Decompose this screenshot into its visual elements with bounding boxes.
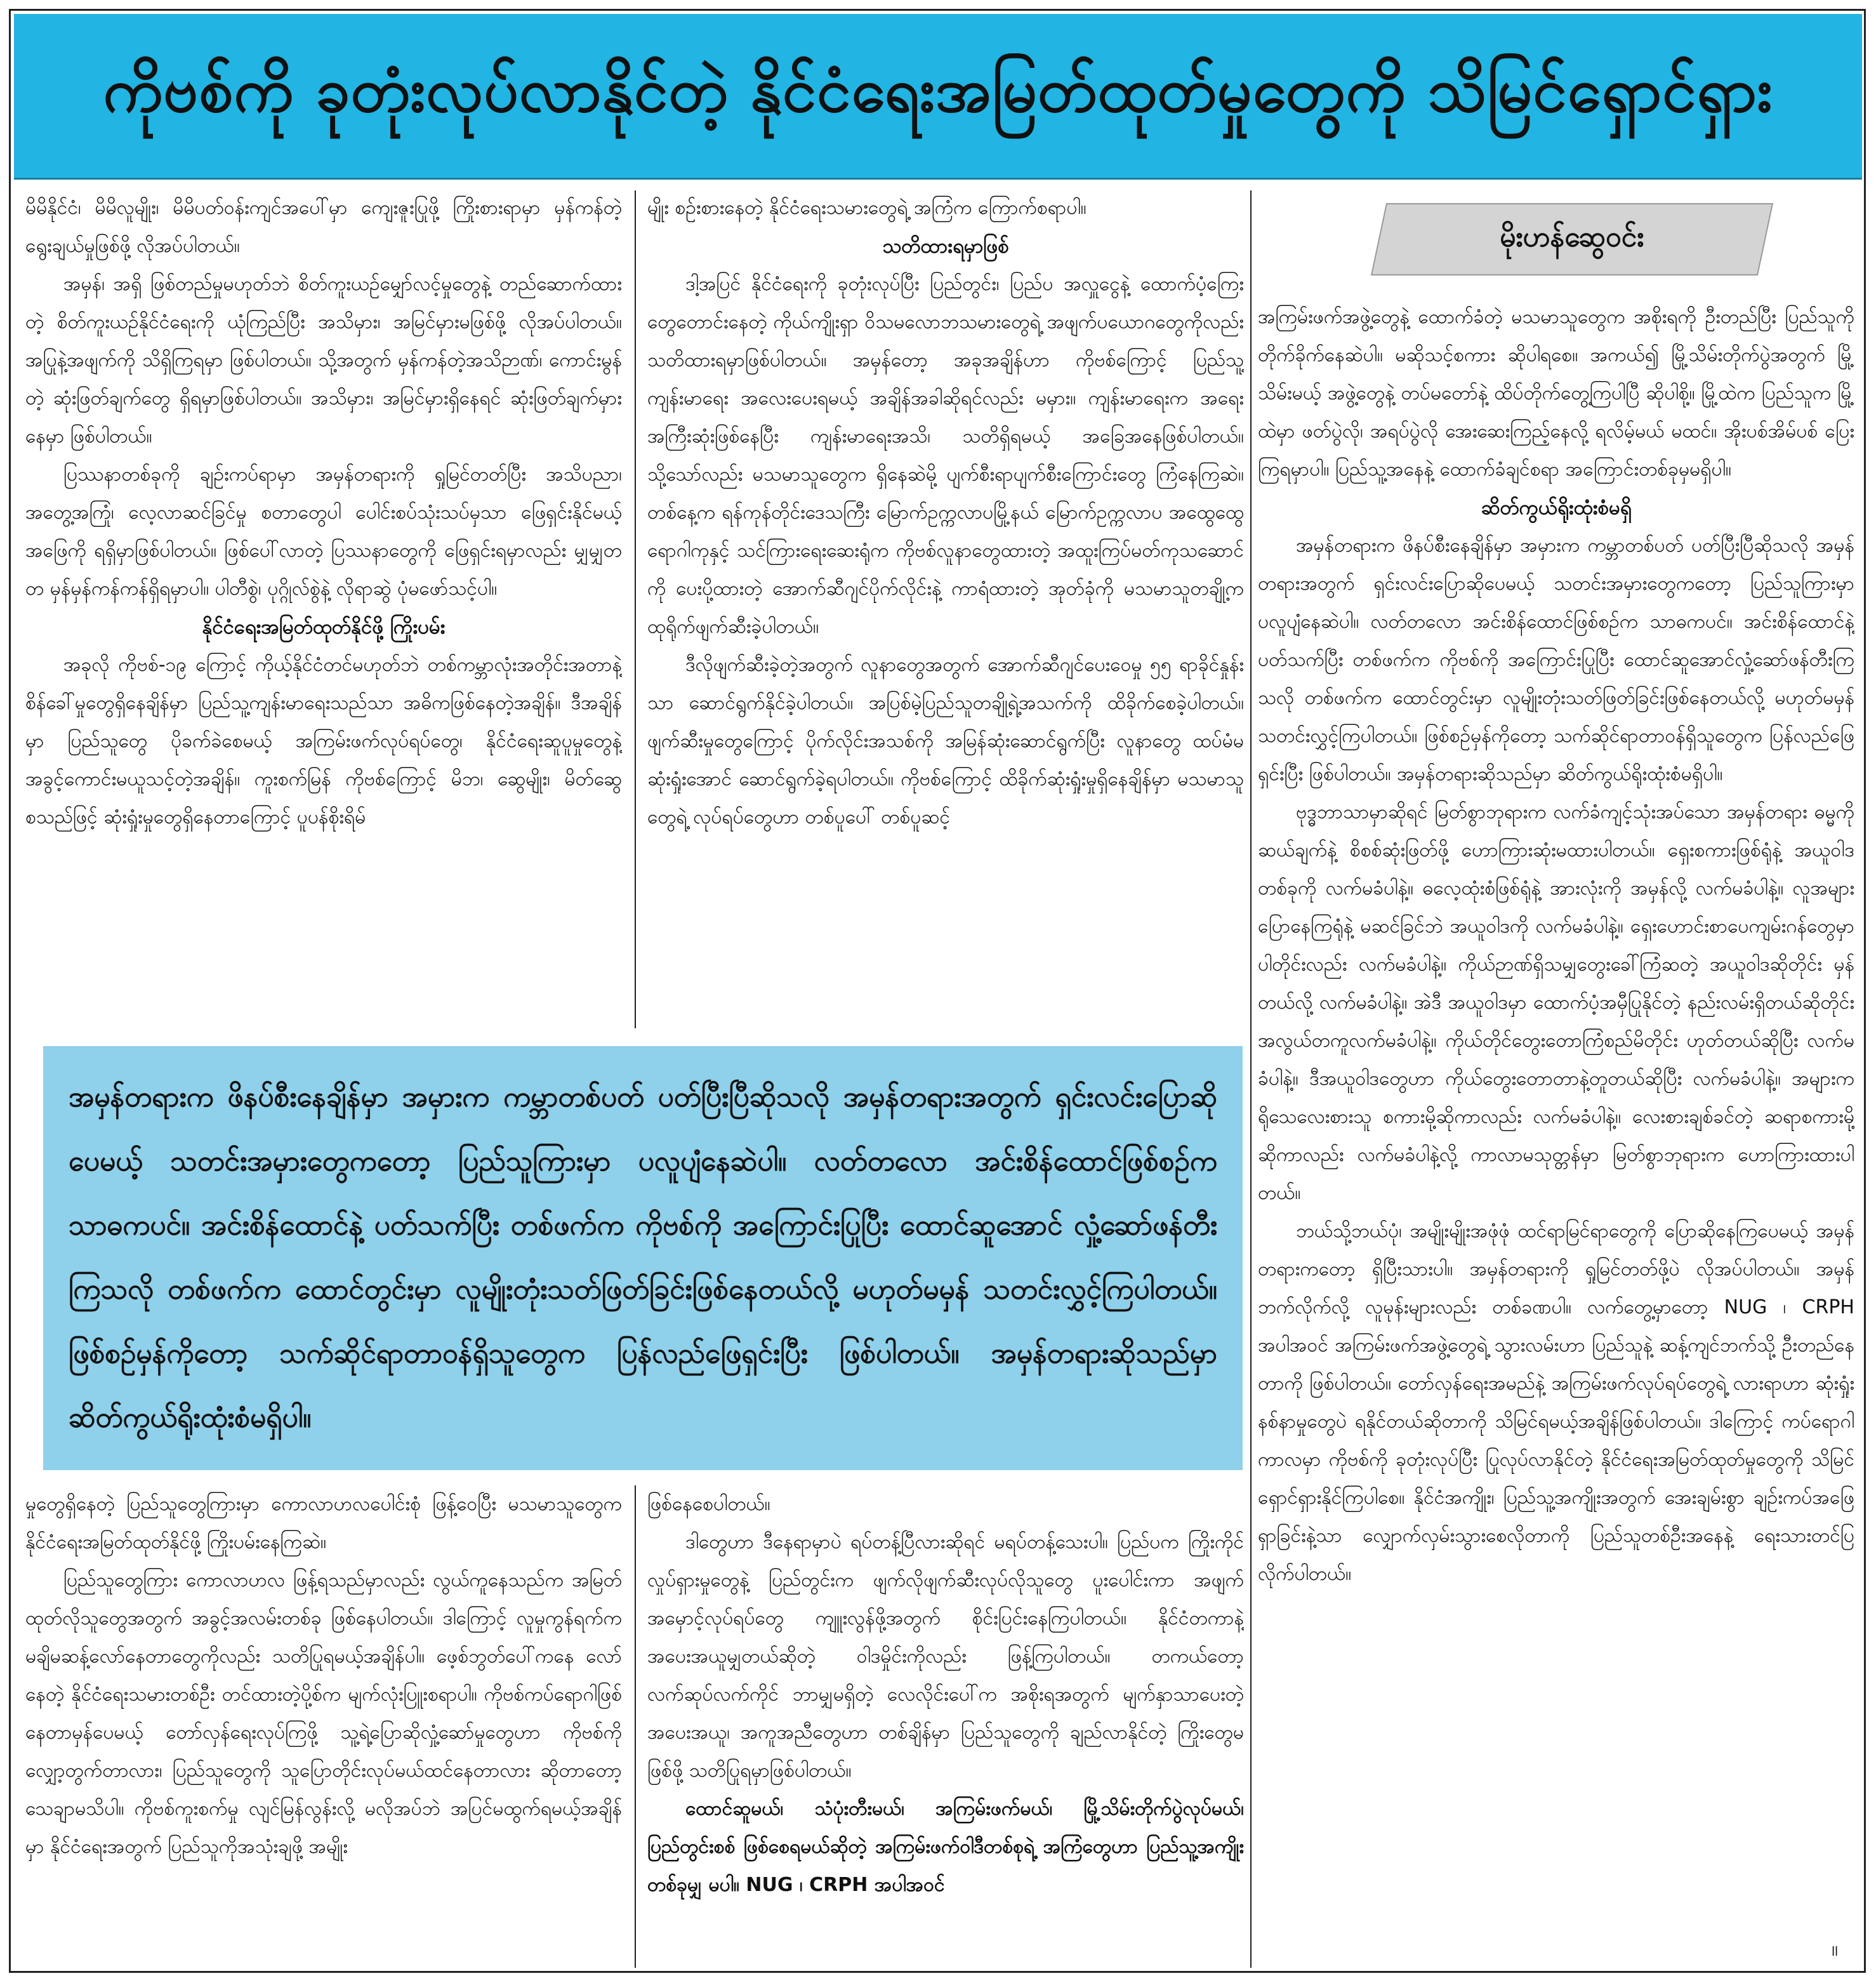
paragraph: ပြည်သူတွေကြား ကောလာဟလ ဖြန့်ရသည်မှာလည်း လွယ်ကူနေသည်က အမြတ်ထုတ်လိုသူတွေအတွက် အခွင့်အလမ်းတစ်ခု ဖြစ်နေပါတယ်။ ဒါကြောင့် လူမှုကွန်ရက်က မချိမဆန့်လော်နေတာတွေကိုလည်း သတိပြုရမယ့်အချိန်ပါ။ ဖေ့စ်ဘွတ်ပေါ်ကနေ လော်နေတဲ့ နိုင်ငံရေးသမားတစ်ဦး တင်ထားတဲ့ပို့စ်က မျက်လုံးပြူးစရာပါ။ ကိုဗစ်ကပ်ရောဂါဖြစ်နေတာမှန်ပေမယ့် တော်လှန်ရေးလုပ်ကြဖို့ သူ့ရဲ့ပြောဆိုလှုံ့ဆော်မှုတွေဟာ ကိုဗစ်ကို လျှော့တွက်တာလား၊ ပြည်သူတွေကို သူပြောတိုင်းလုပ်မယ်ထင်နေတာလား ဆိုတာတော့ သေချာမသိပါ။ ကိုဗစ်ကူးစက်မှု လျင်မြန်လွန်းလို့ မလိုအပ်ဘဲ အပြင်မထွက်ရမယ့်အချိန်မှာ နိုင်ငံရေးအတွက် ပြည်သူကိုအသုံးချဖို့ အမျိုး bbox=[25, 1569, 622, 1858]
paragraph: မိမိနိုင်ငံ၊ မိမိလူမျိုး၊ မိမိပတ်ဝန်းကျင်အပေါ်မှာ ကျေးဇူးပြုဖို့ ကြိုးစားရာမှာ မှန်ကန်တဲ့ရွေးချယ်မှုဖြစ်ဖို့ လိုအပ်ပါတယ်။ bbox=[25, 197, 622, 257]
headline-banner bbox=[14, 14, 1862, 180]
pull-quote-text: အမှန်တရားက ဖိနပ်စီးနေချိန်မှာ အမှားက ကမ္ဘာတစ်ပတ် ပတ်ပြီးပြီဆိုသလို အမှန်တရားအတွက် ရှင်းလင်းပြောဆိုပေမယ့် သတင်းအမှားတွေကတော့ ပြည်သူကြားမှာ ပလူပျံနေဆဲပါ။ လတ်တလော အင်းစိန်ထောင်ဖြစ်စဉ်က သာဓကပင်။ အင်းစိန်ထောင်နဲ့ ပတ်သက်ပြီး တစ်ဖက်က ကိုဗစ်ကို အကြောင်းပြုပြီး ထောင်ဆူအောင် လှုံ့ဆော်ဖန်တီးကြသလို တစ်ဖက်က ထောင်တွင်းမှာ လူမျိုးတုံးသတ်ဖြတ်ခြင်းဖြစ်နေတယ်လို့ မဟုတ်မမှန် သတင်းလွှင့်ကြပါတယ်။ ဖြစ်စဉ်မှန်ကိုတော့ သက်ဆိုင်ရာတာဝန်ရှိသူတွေက ပြန်လည်ဖြေရှင်းပြီး ဖြစ်ပါတယ်။ အမှန်တရားဆိုသည်မှာ ဆိတ်ကွယ်ရိုးထုံးစံမရှိပါ။ bbox=[69, 1081, 1217, 1434]
byline: မိုးဟန်ဆွေဝင်း bbox=[1500, 221, 1644, 253]
column-divider bbox=[635, 1485, 636, 1968]
paragraph-bold: ထောင်ဆူမယ်၊ သံပုံးတီးမယ်၊ အကြမ်းဖက်မယ်၊ မြို့သိမ်းတိုက်ပွဲလုပ်မယ်၊ ပြည်တွင်းစစ် ဖြစ်စေရမယ်ဆိုတဲ့ အကြမ်းဖက်ဝါဒီတစ်စုရဲ့ အကြံတွေဟာ ပြည်သူ့အကျိုး တစ်ခုမျှ မပါ။ NUG ၊ CRPH အပါအဝင် bbox=[647, 1798, 1244, 1896]
paragraph: ဘယ်သို့ဘယ်ပုံ၊ အမျိုးမျိုးအဖုံဖုံ ထင်ရာမြင်ရာတွေကို ပြောဆိုနေကြပေမယ့် အမှန်တရားကတော့ ရှိပြီးသားပါ။ အမှန်တရားကို ရှုမြင်တတ်ဖို့ပဲ လိုအပ်ပါတယ်။ အမှန်ဘက်လိုက်လို့ လူမုန်းများလည်း တစ်ခဏပါ။ လက်တွေ့မှာတော့ NUG ၊ CRPH အပါအဝင် အကြမ်းဖက်အဖွဲ့တွေရဲ့ သွားလမ်းဟာ ပြည်သူနဲ့ ဆန့်ကျင်ဘက်သို့ ဦးတည်နေတာကို ဖြစ်ပါတယ်။ တော်လှန်ရေးအမည်နဲ့ အကြမ်းဖက်လုပ်ရပ်တွေရဲ့ လားရာဟာ ဆုံးရှုံးနစ်နာမှုတွေပဲ ရနိုင်တယ်ဆိုတာကို သိမြင်ရမယ့်အချိန်ဖြစ်ပါတယ်။ ဒါကြောင့် ကပ်ရောဂါကာလမှာ ကိုဗစ်ကို ခုတုံးလုပ်ပြီး ပြုလုပ်လာနိုင်တဲ့ နိုင်ငံရေးအမြတ်ထုတ်မှုတွေကို သိမြင်ရှောင်ရှားနိုင်ကြပါစေ။ နိုင်ငံအကျိုး၊ ပြည်သူ့အကျိုးအတွက် အေးချမ်းစွာ ချဉ်းကပ်အဖြေရှာခြင်းနဲ့သာ လျှောက်လှမ်းသွားစေလိုတာကို ပြည်သူတစ်ဦးအနေနဲ့ ရေးသားတင်ပြလိုက်ပါတယ်။ bbox=[1258, 1220, 1854, 1585]
subheading: နိုင်ငံရေးအမြတ်ထုတ်နိုင်ဖို့ ကြိုးပမ်း bbox=[202, 616, 446, 639]
subheading: ဆိတ်ကွယ်ရိုးထုံးစံမရှိ bbox=[1481, 496, 1632, 519]
paragraph: ဖြစ်နေစေပါတယ်။ bbox=[647, 1493, 770, 1515]
subheading: သတိထားရမှာဖြစ် bbox=[882, 235, 1009, 258]
paragraph: အကြမ်းဖက်အဖွဲ့တွေနဲ့ ထောက်ခံတဲ့ မသမာသူတွေက အစိုးရကို ဦးတည်ပြီး ပြည်သူကို တိုက်ခိုက်နေဆဲပါ။ မဆိုသင့်စကား ဆိုပါရစေ။ အကယ်၍ မြို့သိမ်းတိုက်ပွဲအတွက် မြို့သိမ်းမယ့် အဖွဲ့တွေနဲ့ တပ်မတော်နဲ့ ထိပ်တိုက်တွေ့ကြပါပြီ ဆိုပါစို့။ မြို့ထဲက ပြည်သူက မြို့ထဲမှာ ဖတ်ပွဲလို၊ အရပ်ပွဲလို အေးဆေးကြည့်နေလို့ ရလိမ့်မယ် မထင်။ အိုးပစ်အိမ်ပစ် ပြေးကြရမှာပါ။ ပြည်သူ့အနေနဲ့ ထောက်ခံချင်စရာ အကြောင်းတစ်ခုမှမရှိပါ။ bbox=[1258, 306, 1854, 481]
paragraph: ဒါတွေဟာ ဒီနေရာမှာပဲ ရပ်တန့်ပြီလားဆိုရင် မရပ်တန့်သေးပါ။ ပြည်ပက ကြိုးကိုင်လှုပ်ရှားမှုတွေနဲ့ ပြည်တွင်းက ဖျက်လိုဖျက်ဆီးလုပ်လိုသူတွေ ပူးပေါင်းကာ အဖျက်အမှောင့်လုပ်ရပ်တွေ ကျူးလွန်ဖို့အတွက် စိုင်းပြင်းနေကြပါတယ်။ နိုင်ငံတကာနဲ့ အပေးအယူမျှတယ်ဆိုတဲ့ ဝါဒမှိုင်းကိုလည်း ဖြန့်ကြပါတယ်။ တကယ်တော့ လက်ဆုပ်လက်ကိုင် ဘာမျှမရှိတဲ့ လေလိုင်းပေါ်က အစိုးရအတွက် မျက်နှာသာပေးတဲ့ အပေးအယူ၊ အကူအညီတွေဟာ တစ်ချိန်မှာ ပြည်သူတွေကို ချည်လာနိုင်တဲ့ ကြိုးတွေမဖြစ်ဖို့ သတိပြုရမှာဖြစ်ပါတယ်။ bbox=[647, 1531, 1244, 1782]
pull-quote bbox=[43, 1046, 1243, 1470]
column-divider bbox=[635, 190, 636, 1028]
headline: ကိုဗစ်ကို ခုတုံးလုပ်လာနိုင်တဲ့ နိုင်ငံရေးအမြတ်ထုတ်မှုတွေကို သိမြင်ရှောင်ရှား bbox=[103, 55, 1773, 126]
column-1-top bbox=[25, 189, 622, 1027]
paragraph: အခုလို ကိုဗစ်-၁၉ ကြောင့် ကိုယ့်နိုင်ငံတင်မဟုတ်ဘဲ တစ်ကမ္ဘာလုံးအတိုင်းအတာနဲ့ စိန်ခေါ်မှုတွေရှိနေချိန်မှာ ပြည်သူ့ကျန်းမာရေးသည်သာ အဓိကဖြစ်နေတဲ့အချိန်။ ဒီအချိန်မှာ ပြည်သူတွေ ပိုခက်ခဲစေမယ့် အကြမ်းဖက်လုပ်ရပ်တွေ၊ နိုင်ငံရေးဆူပူမှုတွေနဲ့ အခွင့်ကောင်းမယူသင့်တဲ့အချိန်။ ကူးစက်မြန် ကိုဗစ်ကြောင့် မိဘ၊ ဆွေမျိုး၊ မိတ်ဆွေ စသည်ဖြင့် ဆုံးရှုံးမှုတွေရှိနေတာကြောင့် ပူပန်စိုးရိမ် bbox=[25, 654, 622, 828]
paragraph: ဗုဒ္ဓဘာသာမှာဆိုရင် မြတ်စွာဘုရားက လက်ခံကျင့်သုံးအပ်သော အမှန်တရား ဓမ္မကို ဆယ်ချက်နဲ့ စိစစ်ဆုံးဖြတ်ဖို့ ဟောကြားဆုံးမထားပါတယ်။ ရှေးစကားဖြစ်ရုံနဲ့ အယူဝါဒတစ်ခုကို လက်မခံပါနဲ့။ ဓလေ့ထုံးစံဖြစ်ရုံနဲ့ အားလုံးကို အမှန်လို့ လက်မခံပါနဲ့။ လူအများပြောနေကြရုံနဲ့ မဆင်ခြင်ဘဲ အယူဝါဒကို လက်မခံပါနဲ့။ ရှေးဟောင်းစာပေကျမ်းဂန်တွေမှာ ပါတိုင်းလည်း လက်မခံပါနဲ့။ ကိုယ်ဉာဏ်ရှိသမျှတွေးခေါ်ကြံဆတဲ့ အယူဝါဒဆိုတိုင်း မှန်တယ်လို့ လက်မခံပါနဲ့။ အဲဒီ အယူဝါဒမှာ ထောက်ပံ့အမှီပြုနိုင်တဲ့ နည်းလမ်းရှိတယ်ဆိုတိုင်း အလွယ်တကူလက်မခံပါနဲ့။ ကိုယ်တိုင်တွေးတောကြံစည်မိတိုင်း ဟုတ်တယ်ဆိုပြီး လက်မခံပါနဲ့။ ဒီအယူဝါဒတွေဟာ ကိုယ်တွေးတောတာနဲ့တူတယ်ဆိုပြီး လက်မခံပါနဲ့။ အများက ရိုသေလေးစားသူ စကားမို့ဆိုကာလည်း လက်မခံပါနဲ့။ လေးစားချစ်ခင်တဲ့ ဆရာစကားမို့ ဆိုကာလည်း လက်မခံပါနဲ့လို့ ကာလာမသုတ္တန်မှာ မြတ်စွာဘုရားက ဟောကြားထားပါတယ်။ bbox=[1258, 801, 1854, 1204]
paragraph: ဒီလိုဖျက်ဆီးခဲ့တဲ့အတွက် လူနာတွေအတွက် အောက်ဆီဂျင်ပေးဝေမှု ၅၅ ရာခိုင်နှုန်းသာ ဆောင်ရွက်နိုင်ခဲ့ပါတယ်။ အပြစ်မဲ့ပြည်သူတချို့ရဲ့အသက်ကို ထိခိုက်စေခဲ့ပါတယ်။ ဖျက်ဆီးမှုတွေကြောင့် ပိုက်လိုင်းအသစ်ကို အမြန်ဆုံးဆောင်ရွက်ပြီး လူနာတွေ ထပ်မံမဆုံးရှုံးအောင် ဆောင်ရွက်ခဲ့ရပါတယ်။ ကိုဗစ်ကြောင့် ထိခိုက်ဆုံးရှုံးမှုရှိနေချိန်မှာ မသမာသူတွေရဲ့ လုပ်ရပ်တွေဟာ တစ်ပူပေါ် တစ်ပူဆင့် bbox=[647, 654, 1244, 828]
paragraph: မှုတွေရှိနေတဲ့ ပြည်သူတွေကြားမှာ ကောလာဟလပေါင်းစုံ ဖြန့်ဝေပြီး မသမာသူတွေက နိုင်ငံရေးအမြတ်ထုတ်နိုင်ဖို့ ကြိုးပမ်းနေကြဆဲ။ bbox=[25, 1493, 622, 1553]
column-2-bottom bbox=[647, 1485, 1244, 1968]
column-2-top bbox=[647, 189, 1244, 1027]
paragraph: ဒါ့အပြင် နိုင်ငံရေးကို ခုတုံးလုပ်ပြီး ပြည်တွင်း၊ ပြည်ပ အလှူငွေနဲ့ ထောက်ပံ့ကြေးတွေတောင်းနေတဲ့ ကိုယ်ကျိုးရှာ ဝိသမလောဘသမားတွေရဲ့ အဖျက်ပယောဂတွေကိုလည်း သတိထားရမှာဖြစ်ပါတယ်။ အမှန်တော့ အခုအချိန်ဟာ ကိုဗစ်ကြောင့် ပြည်သူ့ကျန်းမာရေး အလေးပေးရမယ့် အချိန်အခါဆိုရင်လည်း မမှား။ ကျန်းမာရေးက အရေးအကြီးဆုံးဖြစ်နေပြီး ကျန်းမာရေးအသိ၊ သတိရှိရမယ့် အခြေအနေဖြစ်ပါတယ်။ သို့သော်လည်း မသမာသူတွေက ရှိနေဆဲမို့ ပျက်စီးရာပျက်စီးကြောင်းတွေ ကြံနေကြဆဲ။ တစ်နေ့က ရန်ကုန်တိုင်းဒေသကြီး မြောက်ဥက္ကလာပမြို့နယ် မြောက်ဥက္ကလာပ အထွေထွေရောဂါကုနှင့် သင်ကြားရေးဆေးရုံက ကိုဗစ်လူနာတွေထားတဲ့ အထူးကြပ်မတ်ကုသဆောင်ကို ပေးပို့ထားတဲ့ အောက်ဆီဂျင်ပိုက်လိုင်းနဲ့ ကာရံထားတဲ့ အုတ်ခုံကို မသမာသူတချို့က ထုရိုက်ဖျက်ဆီးခဲ့ပါတယ်။ bbox=[647, 273, 1244, 638]
paragraph: အမှန်တရားက ဖိနပ်စီးနေချိန်မှာ အမှားက ကမ္ဘာတစ်ပတ် ပတ်ပြီးပြီဆိုသလို အမှန်တရားအတွက် ရှင်းလင်းပြောဆိုပေမယ့် သတင်းအမှားတွေကတော့ ပြည်သူကြားမှာ ပလူပျံနေဆဲပါ။ လတ်တလော အင်းစိန်ထောင်ဖြစ်စဉ်က သာဓကပင်။ အင်းစိန်ထောင်နဲ့ ပတ်သက်ပြီး တစ်ဖက်က ကိုဗစ်ကို အကြောင်းပြုပြီး ထောင်ဆူအောင်လှုံ့ဆော်ဖန်တီးကြသလို တစ်ဖက်က ထောင်တွင်းမှာ လူမျိုးတုံးသတ်ဖြတ်ခြင်းဖြစ်နေတယ်လို့ မဟုတ်မမှန် သတင်းလွှင့်ကြပါတယ်။ ဖြစ်စဉ်မှန်ကိုတော့ သက်ဆိုင်ရာတာဝန်ရှိသူတွေက ပြန်လည်ဖြေရှင်းပြီး ဖြစ်ပါတယ်။ အမှန်တရားဆိုသည်မှာ ဆိတ်ကွယ်ရိုးထုံးစံမရှိပါ။ bbox=[1258, 534, 1854, 785]
column-divider bbox=[1250, 190, 1252, 1968]
paragraph: ပြဿနာတစ်ခုကို ချဉ်းကပ်ရာမှာ အမှန်တရားကို ရှုမြင်တတ်ပြီး အသိပညာ၊ အတွေ့အကြုံ၊ လေ့လာဆင်ခြင်မှု စတာတွေပါ ပေါင်းစပ်သုံးသပ်မှသာ ဖြေရှင်းနိုင်မယ့်အဖြေကို ရရှိမှာဖြစ်ပါတယ်။ ဖြစ်ပေါ်လာတဲ့ ပြဿနာတွေကို ဖြေရှင်းရမှာလည်း မျှမျှတတ မှန်မှန်ကန်ကန်ရှိရမှာပါ။ ပါတီစွဲ၊ ပုဂ္ဂိုလ်စွဲနဲ့ လိုရာဆွဲ ပုံမဖော်သင့်ပါ။ bbox=[25, 463, 622, 600]
paragraph: မျိုး စဉ်းစားနေတဲ့ နိုင်ငံရေးသမားတွေရဲ့ အကြံက ကြောက်စရာပါ။ bbox=[647, 197, 1087, 219]
byline-box bbox=[1371, 203, 1773, 275]
column-3 bbox=[1258, 298, 1854, 1961]
end-mark: ။ bbox=[1831, 1936, 1838, 1961]
column-1-bottom bbox=[25, 1485, 622, 1968]
paragraph: အမှန်၊ အရှိ ဖြစ်တည်မှုမဟုတ်ဘဲ စိတ်ကူးယဉ်မျှော်လင့်မှုတွေနဲ့ တည်ဆောက်ထားတဲ့ စိတ်ကူးယဉ်နိုင်ငံရေးကို ယုံကြည်ပြီး အသိမှား၊ အမြင်မှားမဖြစ်ဖို့ လိုအပ်ပါတယ်။ အပြုနဲ့အဖျက်ကို သိရှိကြရမှာ ဖြစ်ပါတယ်။ သို့အတွက် မှန်ကန်တဲ့အသိဉာဏ်၊ ကောင်းမွန်တဲ့ ဆုံးဖြတ်ချက်တွေ ရှိရမှာဖြစ်ပါတယ်။ အသိမှား၊ အမြင်မှားရှိနေရင် ဆုံးဖြတ်ချက်မှားနေမှာ ဖြစ်ပါတယ်။ bbox=[25, 273, 622, 448]
